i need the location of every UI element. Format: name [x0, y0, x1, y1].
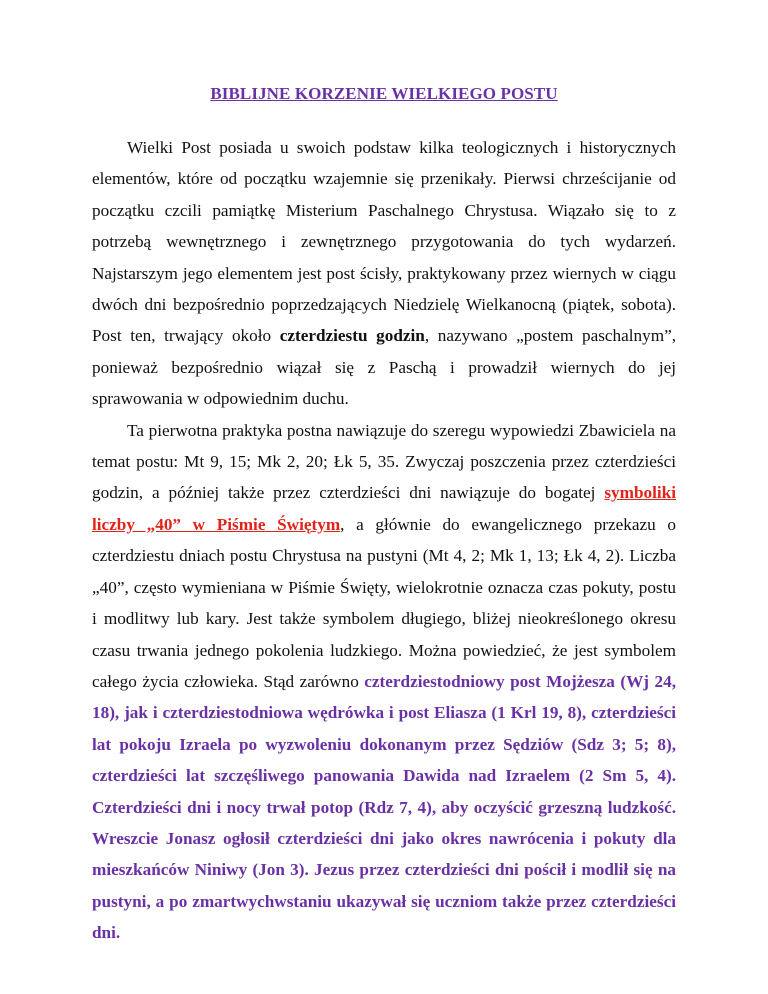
paragraph-2 — [92, 415, 676, 949]
paragraph-2-text-before: Ta pierwotna praktyka postna nawiązuje do szeregu wypowiedzi Zbawiciela na temat postu: Mt 9, 15; Mk 2, 20; Łk 5, 35. Zwyczaj poszczenia przez czterdzieści godzin, a później także przez czterdzieści dni nawiązuje do bogatej — [92, 420, 676, 503]
paragraph-1 — [92, 132, 676, 415]
paragraph-2-purple-highlight: czterdziestodniowy post Mojżesza (Wj 24, 18), jak i czterdziestodniowa wędrówka i post Eliasza (1 Krl 19, 8), czterdzieści lat pokoju Izraela po wyzwoleniu dokonanym przez Sędziów (Sdz 3; 5; 8), czterdzieści lat szczęśliwego panowania Dawida nad Izraelem (2 Sm 5, 4). Czterdzieści dni i nocy trwał potop (Rdz 7, 4), aby oczyścić grzeszną ludzkość. Wreszcie Jonasz ogłosił czterdzieści dni jako okres nawrócenia i pokuty dla mieszkańców Niniwy (Jon 3). Jezus przez czterdzieści dni pościł i modlił się na pustyni, a po zmartwychwstaniu ukazywał się uczniom także przez czterdzieści dni. — [92, 671, 676, 943]
paragraph-2-text-middle: , a głównie do ewangelicznego przekazu o czterdziestu dniach postu Chrystusa na pustyni (Mt 4, 2; Mk 1, 13; Łk 4, 2). Liczba „40”, często wymieniana w Piśmie Święty, wielokrotnie oznacza czas pokuty, postu i modlitwy lub kary. Jest także symbolem długiego, bliżej nieokreślonego okresu czasu trwania jednego pokolenia ludzkiego. Można powiedzieć, że jest symbolem całego życia człowieka. Stąd zarówno — [92, 514, 676, 691]
paragraph-1-text-before: Wielki Post posiada u swoich podstaw kilka teologicznych i historycznych elementów, które od początku wzajemnie się przenikały. Pierwsi chrześcijanie od początku czcili pamiątkę Misterium Paschalnego Chrystusa. Wiązało się to z potrzebą wewnętrznego i zewnętrznego przygotowania do tych wydarzeń. Najstarszym jego elementem jest post ścisły, praktykowany przez wiernych w ciągu dwóch dni bezpośrednio poprzedzających Niedzielę Wielkanocną (piątek, sobota). Post ten, trwający około — [92, 138, 676, 346]
paragraph-2-red-highlight: symboliki liczby „40” w Piśmie Świętym — [92, 483, 676, 534]
paragraph-1-text-after: , nazywano „postem paschalnym”, ponieważ bezpośrednio wiązał się z Paschą i prowadził wiernych do jej sprawowania w odpowiednim duchu. — [92, 326, 676, 409]
paragraph-1-bold-text: czterdziestu godzin — [279, 326, 425, 346]
document-title: BIBLIJNE KORZENIE WIELKIEGO POSTU — [210, 84, 558, 103]
